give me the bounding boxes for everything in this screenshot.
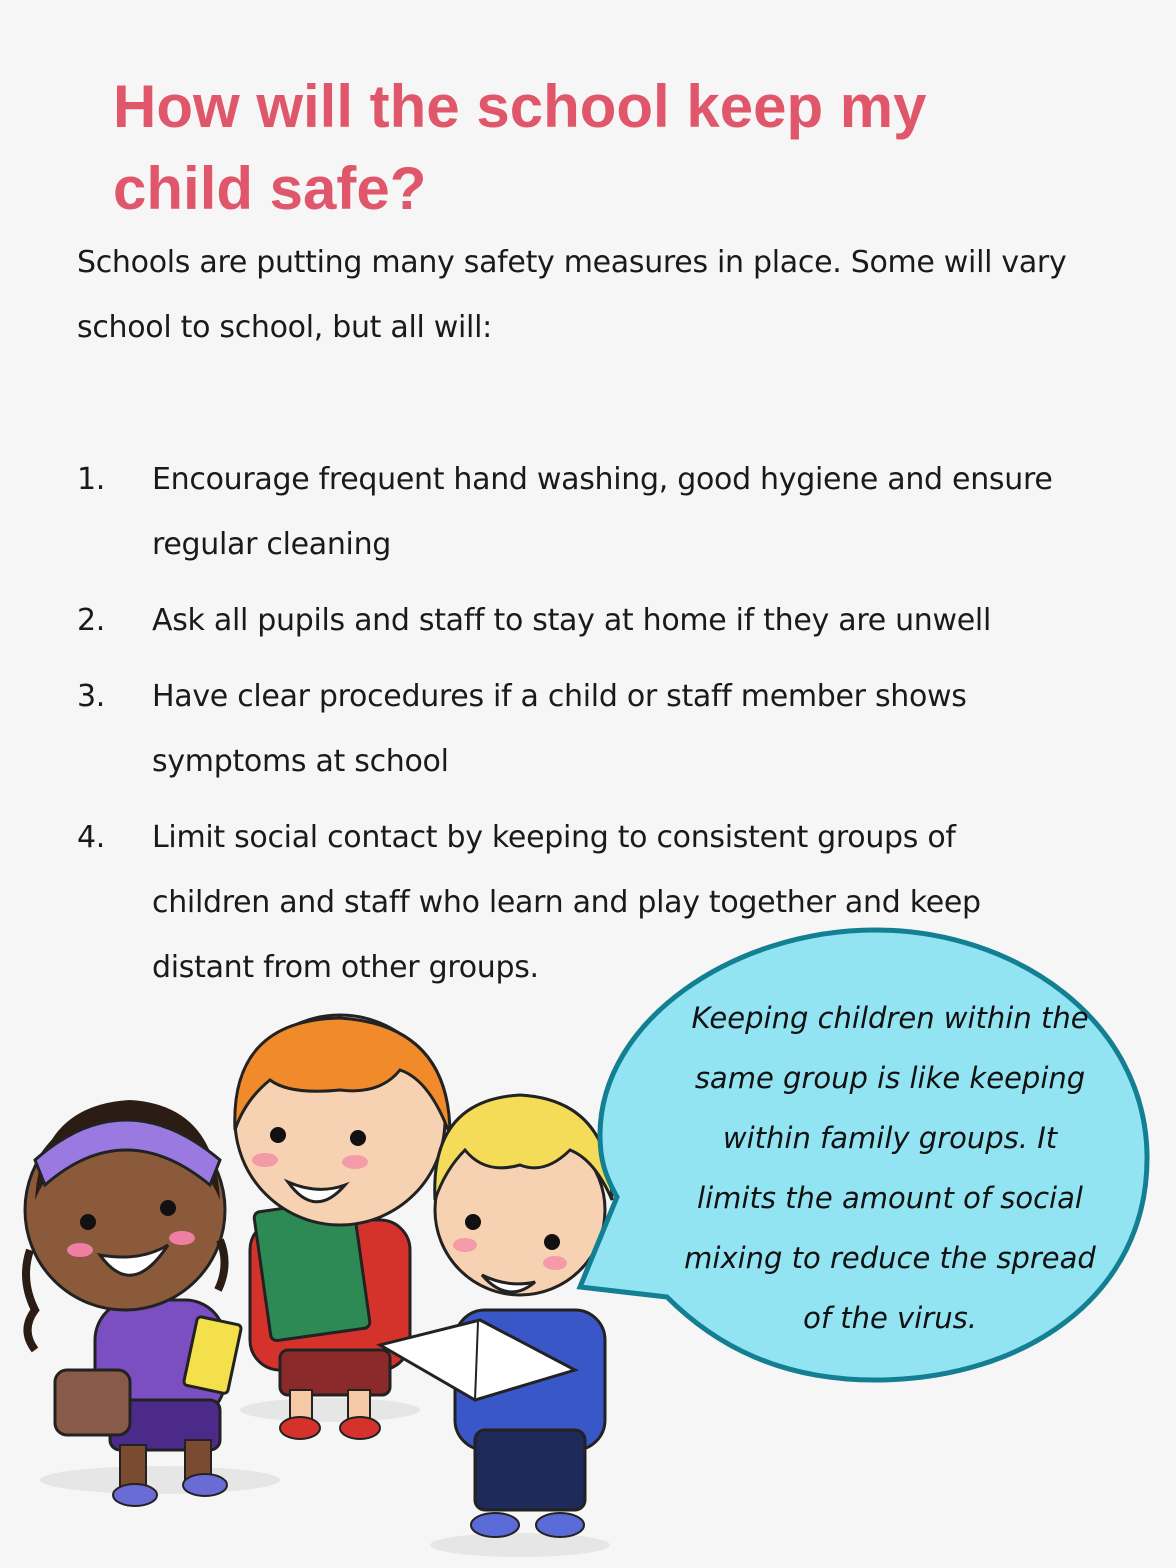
list-item-text: Limit social contact by keeping to consistent groups of children and staff who learn and play together and keep distant from other groups.	[152, 820, 981, 985]
list-item	[77, 447, 1077, 577]
speech-bubble-text: Keeping children within the same group is like keeping within family groups. It limits the amount of social mixing to reduce the spread of the virus.	[684, 1001, 1096, 1335]
list-item-text: Encourage frequent hand washing, good hygiene and ensure regular cleaning	[152, 462, 1053, 562]
page-title: How will the school keep my child safe?	[113, 73, 927, 222]
list-item-number: 4.	[77, 820, 106, 855]
list-item	[77, 588, 1077, 653]
girl-figure	[25, 1100, 242, 1506]
list-item	[77, 664, 1077, 794]
ground-shadow	[240, 1398, 420, 1422]
list-item-number: 3.	[77, 679, 106, 714]
ground-shadow	[430, 1533, 610, 1557]
list-item-number: 2.	[77, 603, 106, 638]
list-item-number: 1.	[77, 462, 106, 497]
middle-boy-figure	[235, 1015, 450, 1439]
ground-shadow	[40, 1466, 280, 1494]
children-illustration	[0, 1000, 640, 1568]
list-item-text: Ask all pupils and staff to stay at home if they are unwell	[152, 603, 991, 638]
intro-paragraph: Schools are putting many safety measures in place. Some will vary school to school, but all will:	[77, 245, 1067, 345]
list-item-text: Have clear procedures if a child or staff member shows symptoms at school	[152, 679, 967, 779]
